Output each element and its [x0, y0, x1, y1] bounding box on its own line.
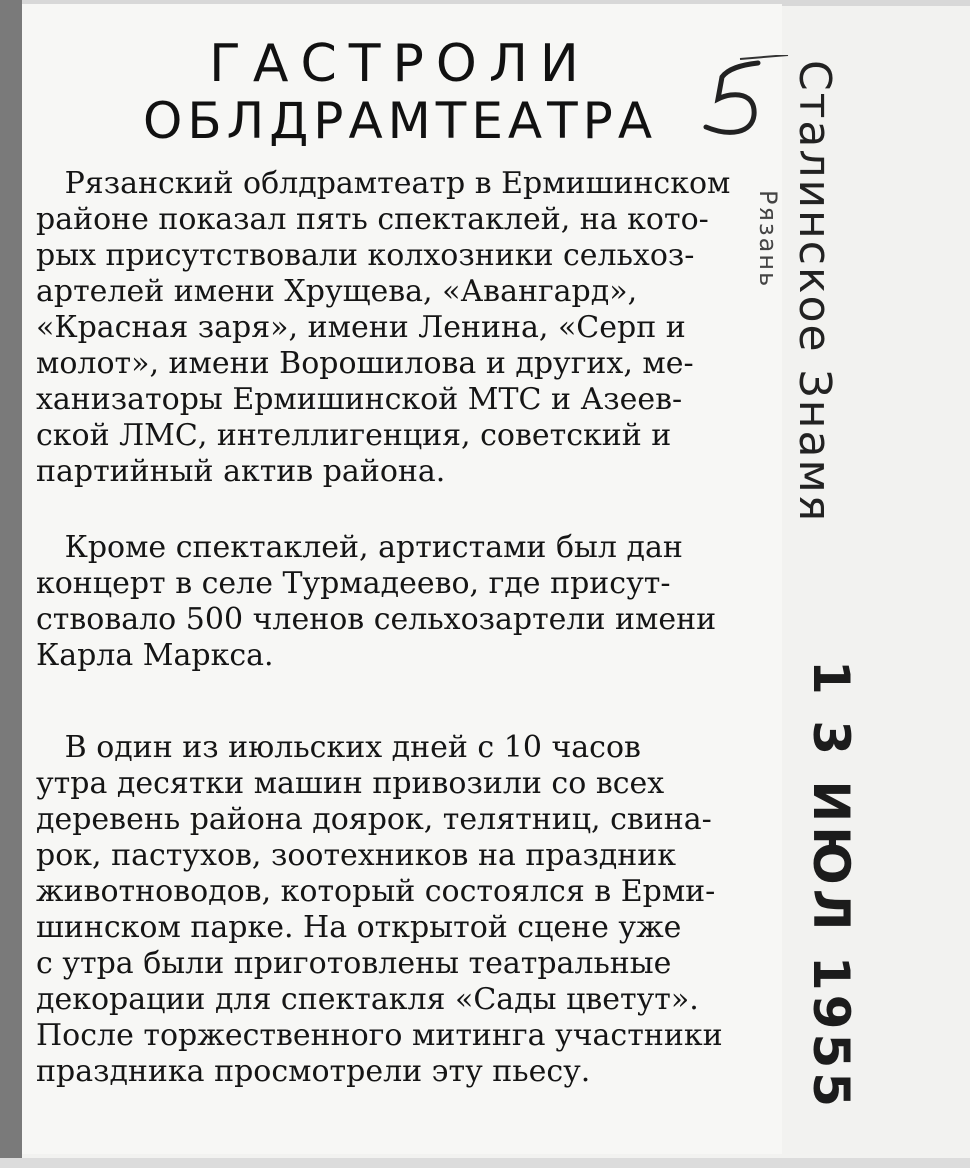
- date-stamp: 1 3 ИЮЛ 1955: [802, 660, 860, 1112]
- city-stamp: Рязань: [754, 190, 782, 289]
- paragraph-1: Рязанский облдрамтеатр в Ермишинском районе показал пять спектаклей, на кото- рых присутствовали колхозники сельхоз- артелей имени Хрущева, «Авангард», «Красная заря», имени Ленина, «Серп и молот», имени Ворошилова и других, ме- ханизаторы Ермишинской МТС и Азеев- ской ЛМС, интеллигенция, советский и партийный актив района.: [36, 166, 731, 489]
- headline-line-1: ГАСТРОЛИ: [209, 34, 591, 94]
- pencil-number-mark: [700, 55, 790, 145]
- scan-left-edge: [0, 0, 22, 1168]
- paragraph-2: Кроме спектаклей, артистами был дан концерт в селе Турмадеево, где присут- ствовало 500 членов сельхозартели имени Карла Маркса.: [36, 530, 717, 673]
- paragraph-3: В один из июльских дней с 10 часов утра десятки машин привозили со всех деревень района доярок, телятниц, свина- рок, пастухов, зоотехников на праздник животноводов, который состоялся в Ерми- шинском парке. На открытой сцене уже с утра были приготовлены театральные декорации для спектакля «Сады цветут». После торжественного митинга участники праздника просмотрели эту пьесу.: [36, 730, 723, 1089]
- scan-bottom-edge: [0, 1158, 970, 1168]
- headline-line-2: ОБЛДРАМТЕАТРА: [142, 92, 658, 150]
- newspaper-name-stamp: Сталинское Знамя: [789, 60, 840, 524]
